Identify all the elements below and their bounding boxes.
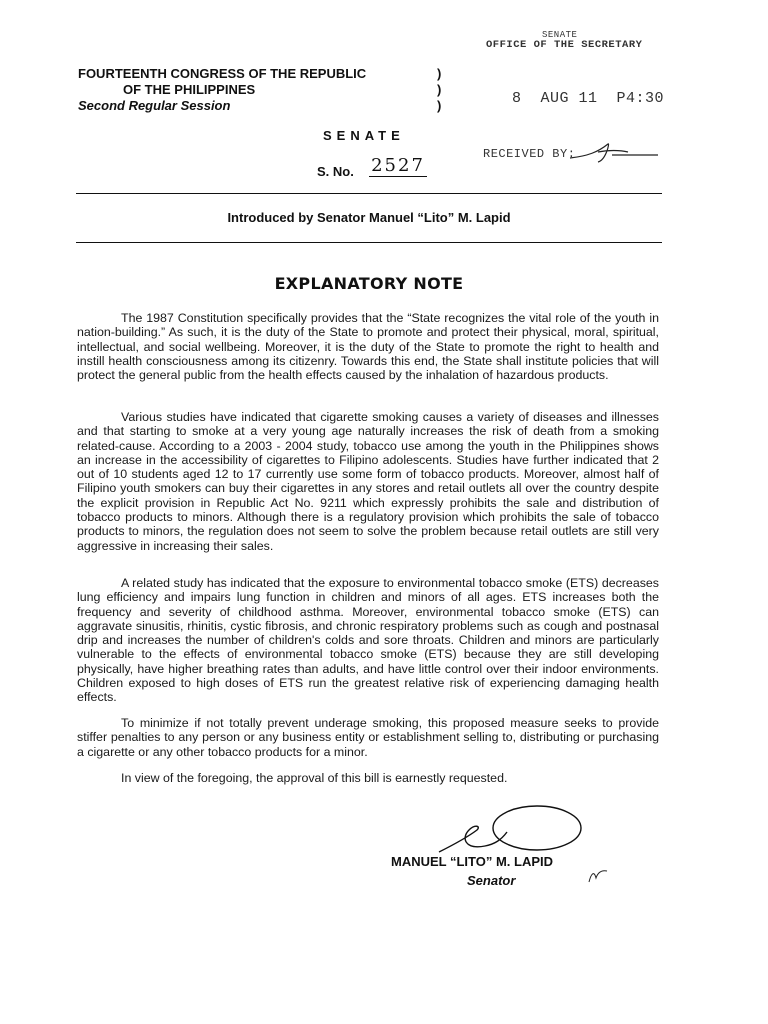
paragraph-text: The 1987 Constitution specifically provides that the “State recognizes the vital role of the youth in nation-building.” As such, it is the duty of the State to promote and protect their physical, moral, spiritual, intellectual, and social wellbeing. Moreover, it is the duty of the State to promote the right to health and instill health consciousness among its citizenry. Towards this end, the State shall institute policies that will protect the general public from the health effects caused by the inhalation of hazardous products.	[77, 311, 659, 383]
paragraph-text: Various studies have indicated that cigarette smoking causes a variety of diseases and illnesses and that starting to smoke at a very young age naturally increases the risk of death from a smoking related-cause. According to a 2003 - 2004 study, tobacco use among the youth in the Philippines shows an increase in the accessibility of cigarettes to Filipino adolescents. Studies have further indicated that 2 out of 10 students aged 12 to 17 currently use some form of tobacco products. Moreover, almost half of Filipino youth smokers can buy their cigarettes in any stores and retail outlets all over the country despite the explicit provision in Republic Act No. 9211 which expressly prohibits the sale and distribution of tobacco products to minors. Although there is a regulatory provision which prohibits the sale of tobacco products to minors, the regulation does not seem to solve the problem because retail outlets are still very aggressive in increasing their sales.	[77, 410, 659, 553]
congress-line-2: OF THE PHILIPPINES	[123, 82, 256, 97]
chamber-title: SENATE	[323, 128, 405, 143]
divider-top	[76, 193, 662, 194]
initials-icon	[586, 866, 610, 886]
signatory-title: Senator	[467, 873, 516, 888]
paragraph	[77, 410, 659, 553]
bill-number: 2527	[369, 155, 427, 177]
received-signature-icon	[568, 138, 660, 164]
paren-3: )	[437, 98, 442, 113]
stamp-date: 8 AUG 11 P4:30	[512, 90, 665, 107]
paren-2: )	[437, 82, 442, 97]
stamp-senate: SENATE	[542, 30, 578, 40]
paragraph	[77, 716, 659, 759]
paragraph-text: A related study has indicated that the exposure to environmental tobacco smoke (ETS) decreases lung efficiency and impairs lung function in children and minors of all ages. ETS increases both the frequency and severity of childhood asthma. Moreover, environmental tobacco smoke (ETS) can aggravate sinusitis, rhinitis, cystic fibrosis, and chronic respiratory problems such as cough and postnasal drip and increases the number of children's colds and sore throats. Children and minors are particularly vulnerable to the effects of environmental tobacco smoke (ETS) because they are still developing physically, have higher breathing rates than adults, and have little control over their indoor environments. Children exposed to high doses of ETS run the greatest relative risk of experiencing damaging health effects.	[77, 576, 659, 705]
congress-header	[78, 66, 366, 114]
received-by-label: RECEIVED BY:	[483, 147, 576, 161]
paragraph	[77, 576, 659, 705]
congress-line-1: FOURTEENTH CONGRESS OF THE REPUBLIC	[78, 66, 367, 81]
introduced-by: Introduced by Senator Manuel “Lito” M. Lapid	[227, 210, 511, 225]
document-title: EXPLANATORY NOTE	[274, 274, 464, 293]
paragraph	[77, 771, 659, 785]
signatory-name: MANUEL “LITO” M. LAPID	[391, 854, 554, 869]
session-label: Second Regular Session	[78, 98, 231, 113]
paragraph-text: To minimize if not totally prevent underage smoking, this proposed measure seeks to provide stiffer penalties to any person or any business entity or establishment selling to, distributing or purchasing a cigarette or any other tobacco products for a minor.	[77, 716, 659, 759]
divider-bottom	[76, 242, 662, 243]
paragraph-text: In view of the foregoing, the approval of this bill is earnestly requested.	[121, 771, 508, 785]
paragraph	[77, 311, 659, 382]
bill-number-label: S. No.	[317, 164, 354, 179]
stamp-office: OFFICE OF THE SECRETARY	[486, 39, 643, 51]
paren-1: )	[437, 66, 442, 81]
